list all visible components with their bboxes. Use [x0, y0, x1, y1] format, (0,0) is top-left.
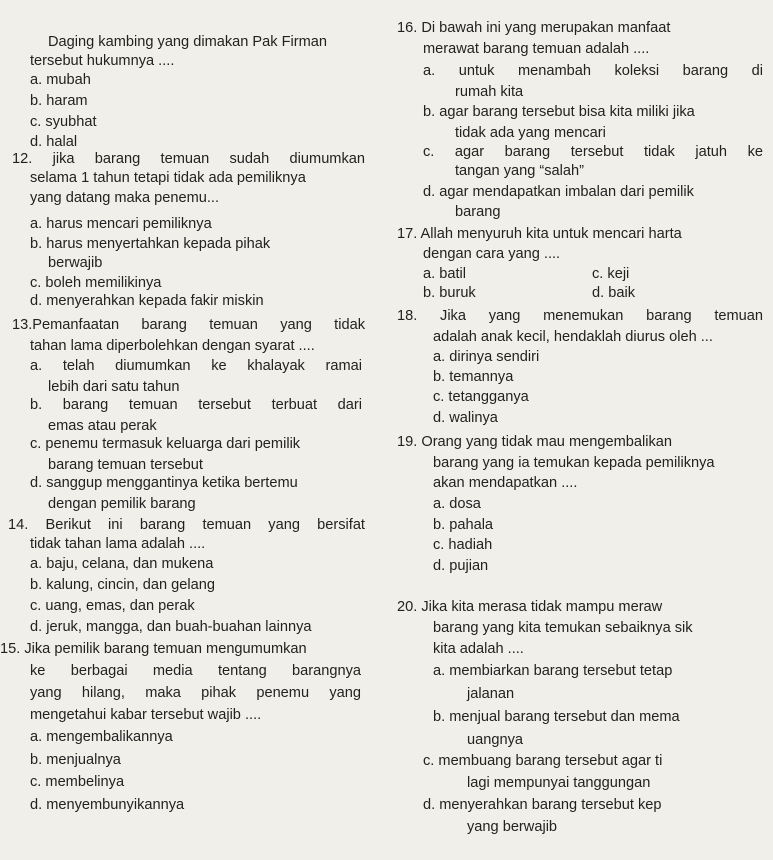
option-c: c. keji — [592, 266, 630, 282]
question-text: kita adalah .... — [433, 641, 524, 657]
question-text: akan mendapatkan .... — [433, 475, 578, 491]
option-b: b. buruk — [423, 285, 476, 301]
option-a-continued: lebih dari satu tahun — [48, 379, 180, 395]
option-b-continued: emas atau perak — [48, 418, 157, 434]
question-text: barang yang kita temukan sebaiknya sik — [433, 620, 693, 636]
option-c: c. boleh memilikinya — [30, 275, 162, 291]
option-d: d. pujian — [433, 558, 489, 574]
option-a: a. mubah — [30, 72, 91, 88]
question-text: selama 1 tahun tetapi tidak ada pemiliknya — [30, 170, 306, 186]
question-text: ke berbagai media tentang barangnya — [30, 663, 361, 679]
option-d-continued: barang — [455, 204, 501, 220]
option-b: b. agar barang tersebut bisa kita miliki jika — [423, 104, 695, 120]
question-text: merawat barang temuan adalah .... — [423, 41, 650, 57]
option-c: c. membelinya — [30, 774, 125, 790]
option-d: d. jeruk, mangga, dan buah-buahan lainnya — [30, 619, 312, 635]
question-text: yang hilang, maka pihak penemu yang — [30, 685, 361, 701]
option-c: c. tetangganya — [433, 389, 529, 405]
option-c: c. agar barang tersebut tidak jatuh ke — [423, 144, 763, 160]
question-text: mengetahui kabar tersebut wajib .... — [30, 707, 262, 723]
option-d-continued: dengan pemilik barang — [48, 496, 196, 512]
option-b: b. kalung, cincin, dan gelang — [30, 577, 215, 593]
question-text: yang datang maka penemu... — [30, 190, 220, 206]
option-b-continued: uangnya — [467, 732, 523, 748]
option-d: d. menyerahkan kepada fakir miskin — [30, 293, 264, 309]
option-b: b. menjual barang tersebut dan mema — [433, 709, 680, 725]
option-d: d. sanggup menggantinya ketika bertemu — [30, 475, 298, 491]
question-text: adalah anak kecil, hendaklah diurus oleh ... — [433, 329, 713, 345]
option-b: b. pahala — [433, 517, 494, 533]
question-text: Daging kambing yang dimakan Pak Firman — [48, 34, 328, 50]
question-text: 18. Jika yang menemukan barang temuan — [397, 308, 763, 324]
option-a: a. harus mencari pemiliknya — [30, 216, 212, 232]
option-d: d. agar mendapatkan imbalan dari pemilik — [423, 184, 694, 200]
option-d: d. baik — [592, 285, 635, 301]
option-a-continued: jalanan — [467, 686, 515, 702]
question-text: 19. Orang yang tidak mau mengembalikan — [397, 434, 673, 450]
option-a: a. batil — [423, 266, 466, 282]
option-b-continued: tidak ada yang mencari — [455, 125, 606, 141]
question-text: 20. Jika kita merasa tidak mampu meraw — [397, 599, 663, 615]
question-text: 17. Allah menyuruh kita untuk mencari harta — [397, 226, 682, 242]
option-d: d. walinya — [433, 410, 498, 426]
option-a: a. dirinya sendiri — [433, 349, 540, 365]
option-a: a. membiarkan barang tersebut tetap — [433, 663, 673, 679]
option-b-continued: berwajib — [48, 255, 103, 271]
option-a: a. dosa — [433, 496, 481, 512]
option-d: d. menyembunyikannya — [30, 797, 185, 813]
option-b: b. temannya — [433, 369, 514, 385]
option-a: a. mengembalikannya — [30, 729, 173, 745]
option-a: a. baju, celana, dan mukena — [30, 556, 214, 572]
option-c: c. hadiah — [433, 537, 493, 553]
option-c: c. membuang barang tersebut agar ti — [423, 753, 663, 769]
option-a: a. untuk menambah koleksi barang di — [423, 63, 763, 79]
option-d: d. menyerahkan barang tersebut kep — [423, 797, 662, 813]
option-c-continued: tangan yang “salah” — [455, 163, 584, 179]
option-c-continued: barang temuan tersebut — [48, 457, 203, 473]
question-text: tersebut hukumnya .... — [30, 53, 175, 69]
question-text: 12. jika barang temuan sudah diumumkan — [12, 151, 365, 167]
option-a-continued: rumah kita — [455, 84, 524, 100]
question-text: 16. Di bawah ini yang merupakan manfaat — [397, 20, 671, 36]
option-b: b. harus menyertahkan kepada pihak — [30, 236, 271, 252]
option-a: a. telah diumumkan ke khalayak ramai — [30, 358, 362, 374]
option-c: c. syubhat — [30, 114, 97, 130]
option-c: c. penemu termasuk keluarga dari pemilik — [30, 436, 301, 452]
option-d-continued: yang berwajib — [467, 819, 558, 835]
question-text: tidak tahan lama adalah .... — [30, 536, 206, 552]
question-text: 15. Jika pemilik barang temuan mengumumkan — [0, 641, 307, 657]
option-d: d. halal — [30, 134, 78, 150]
question-text: 13.Pemanfaatan barang temuan yang tidak — [12, 317, 365, 333]
question-text: tahan lama diperbolehkan dengan syarat .... — [30, 338, 315, 354]
option-c-continued: lagi mempunyai tanggungan — [467, 775, 651, 791]
option-c: c. uang, emas, dan perak — [30, 598, 195, 614]
option-b: b. barang temuan tersebut terbuat dari — [30, 397, 362, 413]
question-text: 14. Berikut ini barang temuan yang bersifat — [8, 517, 365, 533]
option-b: b. menjualnya — [30, 752, 121, 768]
question-text: barang yang ia temukan kepada pemiliknya — [433, 455, 715, 471]
question-text: dengan cara yang .... — [423, 246, 561, 262]
option-b: b. haram — [30, 93, 88, 109]
